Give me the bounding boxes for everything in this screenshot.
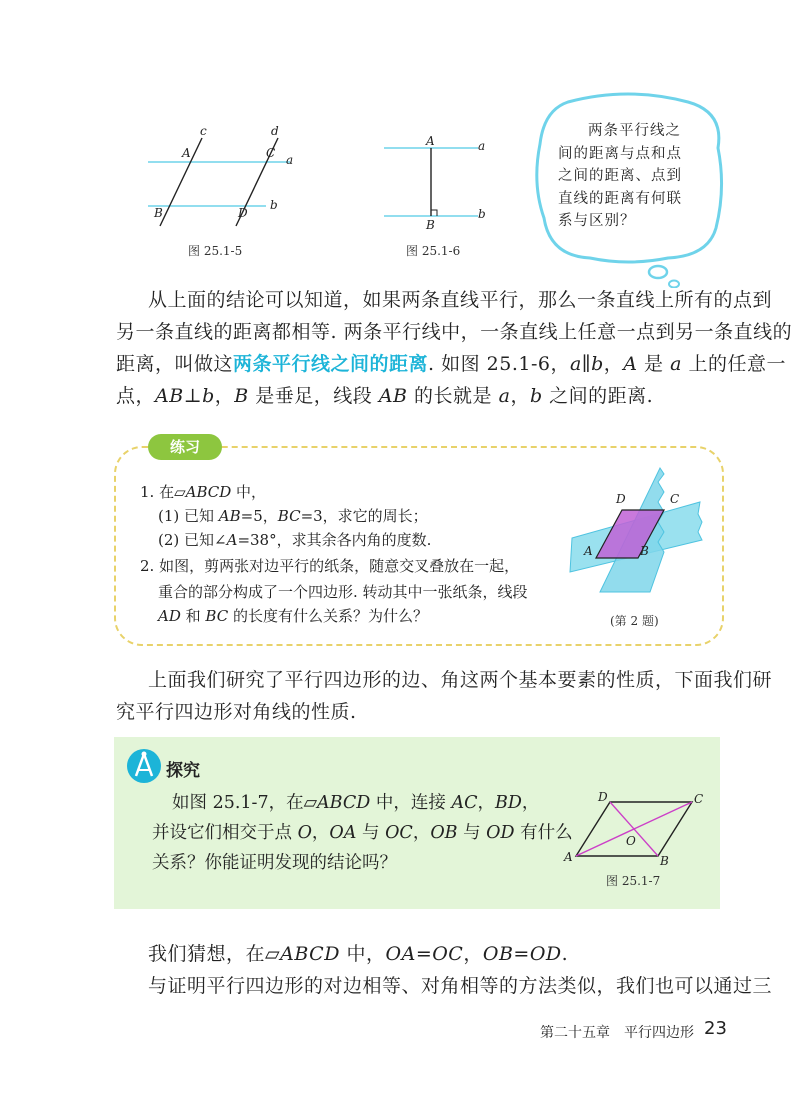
label-A: A — [584, 544, 593, 558]
text-run: = — [415, 943, 433, 965]
text-run: =5， — [240, 507, 278, 525]
text-run: 和 — [180, 607, 206, 625]
text-run: 点， — [116, 385, 156, 407]
line-c — [160, 138, 202, 226]
math-var: A — [226, 531, 238, 549]
paragraph-diagonals-intro — [116, 664, 773, 728]
text-line: 关系？你能证明发现的结论吗？ — [152, 853, 397, 873]
math-var: ABCD — [185, 483, 232, 501]
text-run: . 如图 25.1-6， — [428, 353, 570, 375]
label-B: B — [426, 218, 435, 232]
text-run: = — [513, 943, 530, 965]
parallelogram-symbol: ▱ — [265, 943, 281, 965]
math-var: AB — [378, 385, 408, 407]
label-b: b — [478, 207, 486, 221]
text-run: (2) 已知∠ — [158, 531, 227, 549]
figure-caption: 图 25.1-6 — [406, 244, 461, 258]
question-1a — [158, 506, 428, 526]
text-run: 之间的距离. — [542, 385, 654, 407]
label-d: d — [271, 124, 279, 138]
parallel-symbol: ∥ — [581, 353, 592, 375]
math-var: OB — [430, 823, 458, 843]
figure-25-1-7-drawing — [560, 790, 710, 870]
label-a: a — [478, 139, 486, 153]
math-var: AD — [158, 607, 181, 625]
text-run: 如图 25.1-7，在 — [172, 793, 304, 813]
text-run: ， — [214, 385, 235, 407]
math-var: BC — [205, 607, 229, 625]
explore-title: 探究 — [166, 761, 200, 781]
paragraph-parallel-distance — [116, 284, 793, 412]
text-run: ， — [521, 793, 540, 813]
math-var: O — [297, 823, 312, 843]
math-var: ABCD — [317, 793, 371, 813]
question-1b — [158, 530, 431, 550]
text-run: 中， — [231, 483, 267, 501]
question-1 — [140, 482, 266, 502]
text-run: ， — [412, 823, 431, 843]
text-run: ， — [477, 793, 495, 813]
text-run: 中，连接 — [370, 793, 452, 813]
math-var: BC — [277, 507, 301, 525]
text-run: ， — [311, 823, 330, 843]
figure-25-1-7 — [560, 790, 710, 890]
chapter-footer: 第二十五章 平行四边形 — [540, 1025, 694, 1041]
text-line — [116, 348, 786, 380]
math-var: OA — [385, 943, 416, 965]
math-var: AB — [155, 385, 184, 407]
math-var: OD — [529, 943, 562, 965]
right-angle-mark — [431, 210, 437, 216]
label-A: A — [182, 146, 191, 160]
text-line — [116, 380, 728, 412]
label-D: D — [616, 492, 626, 506]
text-run: 距离，叫做这 — [116, 353, 234, 375]
math-var: ABCD — [280, 943, 340, 965]
math-var: BD — [494, 793, 522, 813]
label-D: D — [598, 790, 608, 804]
thought-bubble — [528, 88, 728, 288]
page-number: 23 — [704, 1018, 727, 1039]
label-a: a — [286, 153, 294, 167]
text-run: 的长度有什么关系？为什么？ — [228, 607, 428, 625]
text-run: =38°，求其余各内角的度数. — [237, 531, 432, 549]
figure-caption: (第 2 题) — [610, 614, 659, 628]
text-run: 的长就是 — [407, 385, 499, 407]
label-C: C — [694, 792, 704, 806]
bubble-line: 系与区别？ — [558, 213, 636, 229]
parallelogram-symbol: ▱ — [174, 483, 186, 501]
label-C: C — [670, 492, 680, 506]
bubble-line: 间的距离与点和点 — [558, 145, 682, 162]
text-run: 并设它们相交于点 — [152, 823, 298, 843]
label-O: O — [626, 834, 636, 848]
text-line: 究平行四边形对角线的性质. — [116, 701, 357, 723]
bubble-line: 直线的距离有何联 — [558, 190, 682, 207]
question-2-line2: 重合的部分构成了一个四边形. 转动其中一张纸条，线段 — [158, 583, 528, 601]
text-run: 上的任意一 — [681, 353, 786, 375]
perpendicular-symbol: ⊥ — [183, 385, 203, 407]
label-B: B — [640, 544, 649, 558]
math-var: b — [202, 385, 215, 407]
paragraph-conjecture — [116, 938, 773, 1002]
text-run: 与 — [457, 823, 487, 843]
text-line: 与证明平行四边形的对边相等、对角相等的方法类似，我们也可以通过三 — [148, 975, 773, 997]
math-var: a — [670, 353, 682, 375]
paper-strips-drawing — [560, 462, 710, 602]
text-line — [152, 788, 572, 818]
text-run: 中， — [339, 943, 386, 965]
text-line: 另一条直线的距离都相等. 两条平行线中，一条直线上任意一点到另一条直线的 — [116, 321, 793, 343]
practice-title: 练习 — [169, 438, 200, 456]
paper-strips-figure — [560, 462, 710, 632]
figure-caption: 图 25.1-7 — [606, 874, 661, 888]
math-var: OA — [329, 823, 357, 843]
text-run: 有什么 — [514, 823, 573, 843]
label-A: A — [564, 850, 573, 864]
figure-25-1-6 — [370, 120, 510, 260]
text-run: . — [561, 943, 569, 965]
math-var: AB — [218, 507, 241, 525]
practice-title-badge — [148, 434, 222, 460]
text-run: 是 — [637, 353, 671, 375]
text-run: ， — [603, 353, 624, 375]
math-var: OC — [432, 943, 464, 965]
bubble-line: 之间的距离、点到 — [558, 168, 682, 184]
math-var: OC — [385, 823, 413, 843]
bubble-line: 两条平行线之 — [588, 123, 681, 139]
text-line: 从上面的结论可以知道，如果两条直线平行，那么一条直线上所有的点到 — [148, 289, 773, 311]
text-run: 1. 在 — [140, 483, 175, 501]
math-var: OB — [482, 943, 514, 965]
label-A: A — [426, 134, 435, 148]
math-var: b — [529, 385, 543, 407]
figure-25-1-6-drawing — [370, 120, 510, 230]
text-line — [116, 938, 728, 970]
math-var: A — [623, 353, 638, 375]
figure-caption: 图 25.1-5 — [188, 244, 243, 258]
label-D: D — [238, 206, 248, 220]
label-b: b — [270, 198, 278, 212]
math-var: B — [234, 385, 249, 407]
text-run: 是垂足，线段 — [248, 385, 379, 407]
label-c: c — [200, 124, 207, 138]
parallelogram-symbol: ▱ — [303, 793, 318, 813]
explore-text — [152, 788, 572, 878]
definition-term: 两条平行线之间的距离 — [233, 353, 429, 375]
label-B: B — [660, 854, 669, 868]
figure-25-1-5 — [140, 120, 310, 260]
math-var: AC — [451, 793, 478, 813]
math-var: b — [591, 353, 604, 375]
text-run: ， — [510, 385, 530, 407]
thought-bubble-text — [558, 120, 708, 233]
question-2-line3 — [158, 606, 428, 626]
text-run: =3，求它的周长； — [300, 507, 428, 525]
text-run: ， — [463, 943, 483, 965]
text-run: 我们猜想，在 — [148, 943, 266, 965]
text-line: 上面我们研究了平行四边形的边、角这两个基本要素的性质，下面我们研 — [148, 669, 773, 691]
math-var: a — [569, 353, 582, 375]
label-B: B — [154, 206, 163, 220]
text-line — [152, 818, 572, 848]
text-run: 与 — [356, 823, 386, 843]
math-var: OD — [486, 823, 515, 843]
figure-25-1-5-drawing — [140, 120, 310, 230]
question-2-line1: 2. 如图，剪两张对边平行的纸条，随意交叉叠放在一起， — [140, 557, 520, 575]
math-var: a — [498, 385, 511, 407]
text-run: (1) 已知 — [158, 507, 219, 525]
label-C: C — [266, 146, 276, 160]
compass-icon — [126, 748, 162, 784]
